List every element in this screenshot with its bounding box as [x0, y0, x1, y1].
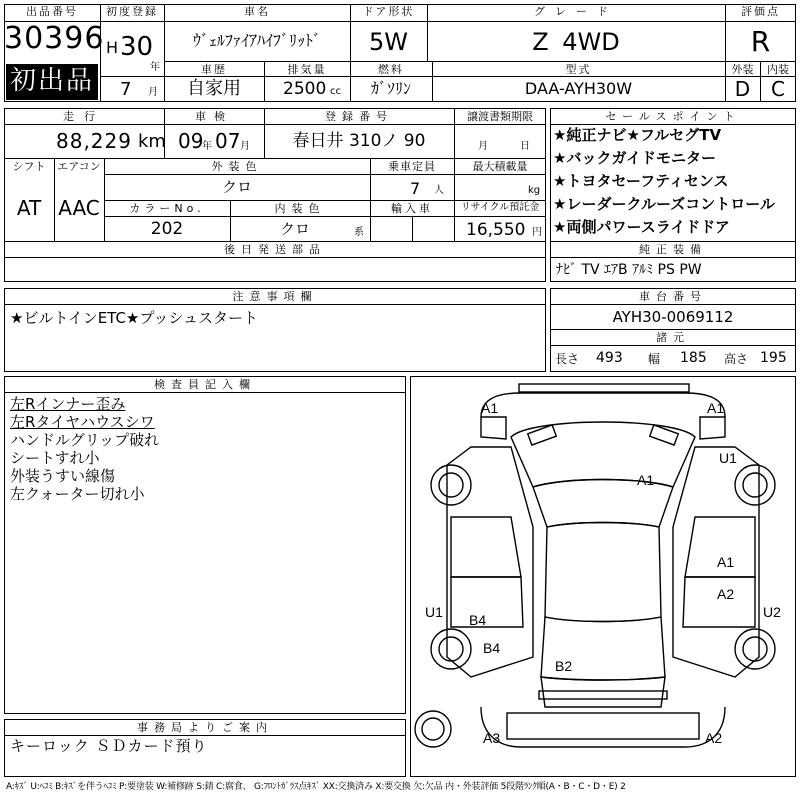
- diagram-mark-rear-right: A2: [705, 730, 723, 746]
- width: 185: [680, 350, 707, 366]
- ac-label: エアコン: [57, 160, 101, 173]
- door-type: 5W: [369, 28, 408, 56]
- diagram-mark-right-front-door: A1: [717, 554, 735, 570]
- diagram-spare-wheel: [415, 711, 451, 747]
- inspection-month-unit: 月: [240, 141, 250, 152]
- inspection-month: 07: [215, 129, 241, 153]
- model: DAA-AYH30W: [524, 79, 633, 98]
- inspector-label: 検査員記入欄: [154, 378, 256, 391]
- car-diagram-frame: [410, 376, 796, 777]
- plate-label: 登録番号: [325, 110, 393, 123]
- int-color-label: 内装色: [274, 202, 326, 215]
- load-label: 最大積載量: [472, 160, 528, 173]
- score-label: 評価点: [741, 5, 780, 18]
- capacity-label: 乗車定員: [388, 160, 436, 173]
- displacement-label: 排気量: [287, 63, 327, 76]
- mileage-label: 走行: [63, 110, 105, 123]
- first-reg-year: 30: [120, 32, 154, 62]
- shift: AT: [16, 196, 42, 220]
- int-grade: C: [771, 77, 785, 101]
- ext-grade: D: [734, 77, 751, 101]
- diagram-mark-right-rear: U2: [763, 604, 781, 620]
- chassis-label: 車台番号: [639, 290, 707, 303]
- int-color-unit: 系: [354, 227, 364, 238]
- diagram-wheel-front-right: [735, 465, 775, 505]
- diagram-front-fender-left: [481, 417, 506, 439]
- displacement: 2500: [283, 79, 327, 99]
- later-parts-label: 後日発送部品: [224, 243, 326, 256]
- door-label: ドア形状: [362, 5, 415, 18]
- inspector-line: ハンドルグリップ破れ: [10, 431, 160, 449]
- inspection-year-unit: 年: [202, 141, 212, 152]
- diagram-roof: [545, 523, 661, 622]
- equipment: ﾅﾋﾞ TV ｴｱB ｱﾙﾐ PS PW: [556, 262, 702, 278]
- car-name: ｳﾞｪﾙﾌｧｲｱﾊｲﾌﾞﾘｯﾄﾞ: [192, 31, 321, 50]
- int-color: クロ: [279, 220, 310, 238]
- diagram-rear-strip: [539, 691, 667, 699]
- recycle-fee: 16,550: [466, 220, 526, 240]
- width-label: 幅: [648, 352, 661, 366]
- office-note: キーロック ＳＤカード預り: [10, 737, 208, 755]
- model-label: 型式: [565, 63, 592, 76]
- height-label: 高さ: [724, 352, 749, 366]
- fuel-label: 燃料: [378, 63, 404, 76]
- displacement-unit: cc: [330, 86, 341, 97]
- diagram-wheel-rear-right: [735, 629, 775, 669]
- capacity-unit: 人: [434, 185, 444, 196]
- diagram-mark-left-rear-door: U1: [425, 604, 443, 620]
- inspection-year: 09: [178, 129, 204, 153]
- mileage-unit: km: [138, 131, 166, 152]
- notes-label: 注意事項欄: [232, 290, 318, 303]
- ext-color: クロ: [221, 178, 252, 196]
- diagram-front-door-left: [451, 517, 521, 577]
- car-diagram: [411, 377, 795, 776]
- grade: Z 4WD: [532, 28, 620, 56]
- inspector-line: 外装うすい線傷: [10, 467, 116, 485]
- first-reg-month-unit: 月: [148, 87, 158, 98]
- transfer-label: 譲渡書類期限: [467, 110, 533, 123]
- diagram-mark-left-inner: B4: [469, 612, 487, 628]
- sales-points-label: セールスポイント: [605, 110, 741, 123]
- diagram-mark-rear-window: B2: [555, 658, 573, 674]
- chassis-number: AYH30-0069112: [612, 308, 734, 326]
- damage-legend: A:ｷｽﾞ U:ﾍｺﾐ B:ｷｽﾞを伴うﾍｺﾐ P:要塗装 W:補修跡 S:錆 C:腐食、 G:ﾌﾛﾝﾄｶﾞﾗｽ点ｷｽﾞ XX:交換済み X:要交換 欠:欠品 内・外装評価 5段階ﾗﾝｸ順(A・B・C・D・E) 2: [6, 782, 626, 792]
- first-reg-year-unit: 年: [150, 62, 160, 73]
- sales-point: ★トヨタセーフティセンス: [553, 172, 729, 190]
- sales-point: ★純正ナビ★フルセグTV: [553, 126, 722, 144]
- diagram-rear-door-right: [683, 577, 755, 627]
- length-label: 長さ: [555, 352, 580, 366]
- diagram-hood: [511, 422, 695, 487]
- diagram-front-bumper: [481, 393, 725, 417]
- score: R: [750, 25, 771, 58]
- office-label: 事務局よりご案内: [137, 721, 273, 734]
- diagram-wheel-rear-left: [431, 629, 471, 669]
- sales-point: ★バックガイドモニター: [553, 149, 716, 167]
- inspection-label: 車検: [195, 110, 233, 123]
- diagram-rear-bumper-bar: [507, 713, 699, 739]
- diagram-mark-left-quarter: B4: [483, 640, 501, 656]
- history: 自家用: [187, 78, 241, 99]
- lot-number-label: 出品番号: [26, 5, 78, 18]
- transfer-month-unit: 月: [478, 141, 488, 152]
- transfer-day-unit: 日: [520, 141, 530, 152]
- diagram-mark-right-rear-door: A2: [717, 586, 735, 602]
- inspector-line: 左Rタイヤハウスシワ: [10, 413, 155, 431]
- dims-label: 諸元: [656, 331, 690, 344]
- sales-point: ★両側パワースライドドア: [553, 218, 730, 236]
- inspector-line: シートすれ小: [10, 449, 100, 467]
- ext-color-label: 外装色: [211, 160, 263, 173]
- diagram-mark-rear-left: A3: [483, 730, 501, 746]
- first-reg-era: H: [106, 38, 119, 57]
- recycle-label: リサイクル預託金: [460, 202, 540, 213]
- diagram-roof-strip: [519, 384, 689, 392]
- diagram-mark-front-right: A1: [707, 400, 725, 416]
- first-reg-label: 初度登録: [106, 5, 158, 18]
- recycle-unit: 円: [532, 227, 542, 238]
- mileage: 88,229: [56, 129, 132, 153]
- shift-label: シフト: [12, 160, 46, 173]
- int-grade-label: 内装: [767, 63, 789, 76]
- import-label: 輸入車: [391, 202, 433, 215]
- diagram-mark-right-front-fender: U1: [719, 450, 737, 466]
- diagram-mark-front-left: A1: [481, 400, 499, 416]
- ac: AAC: [58, 196, 100, 220]
- diagram-mark-roof: A1: [637, 472, 655, 488]
- fuel: ｶﾞｿﾘﾝ: [370, 79, 411, 98]
- first-reg-month: 7: [120, 79, 132, 100]
- height: 195: [760, 350, 787, 366]
- length: 493: [596, 350, 623, 366]
- lot-number: 30396: [4, 21, 105, 56]
- inspector-line: 左Rインナー歪み: [10, 395, 126, 413]
- diagram-rear-door-left: [451, 577, 523, 627]
- sales-point: ★レーダークルーズコントロール: [553, 195, 775, 213]
- plate-number: 春日井 310ノ 90: [292, 131, 426, 151]
- inspector-line: 左クォーター切れ小: [10, 485, 145, 503]
- diagram-wheel-front-left: [431, 465, 471, 505]
- equipment-label: 純正装備: [639, 243, 707, 256]
- color-no: 202: [150, 219, 184, 239]
- grade-label: グレード: [534, 5, 618, 18]
- first-listing-text: 初出品: [9, 66, 94, 96]
- capacity: 7: [410, 179, 421, 198]
- history-label: 車歴: [201, 63, 227, 76]
- notes: ★ビルトインETC★プッシュスタート: [10, 309, 259, 327]
- load-unit: kg: [528, 185, 541, 196]
- diagram-front-fender-right: [700, 417, 725, 439]
- diagram-tailgate: [541, 677, 665, 707]
- color-no-label: カラーNo.: [129, 202, 205, 215]
- diagram-right-body: [673, 447, 759, 677]
- ext-grade-label: 外装: [731, 63, 754, 76]
- car-name-label: 車名: [244, 5, 270, 18]
